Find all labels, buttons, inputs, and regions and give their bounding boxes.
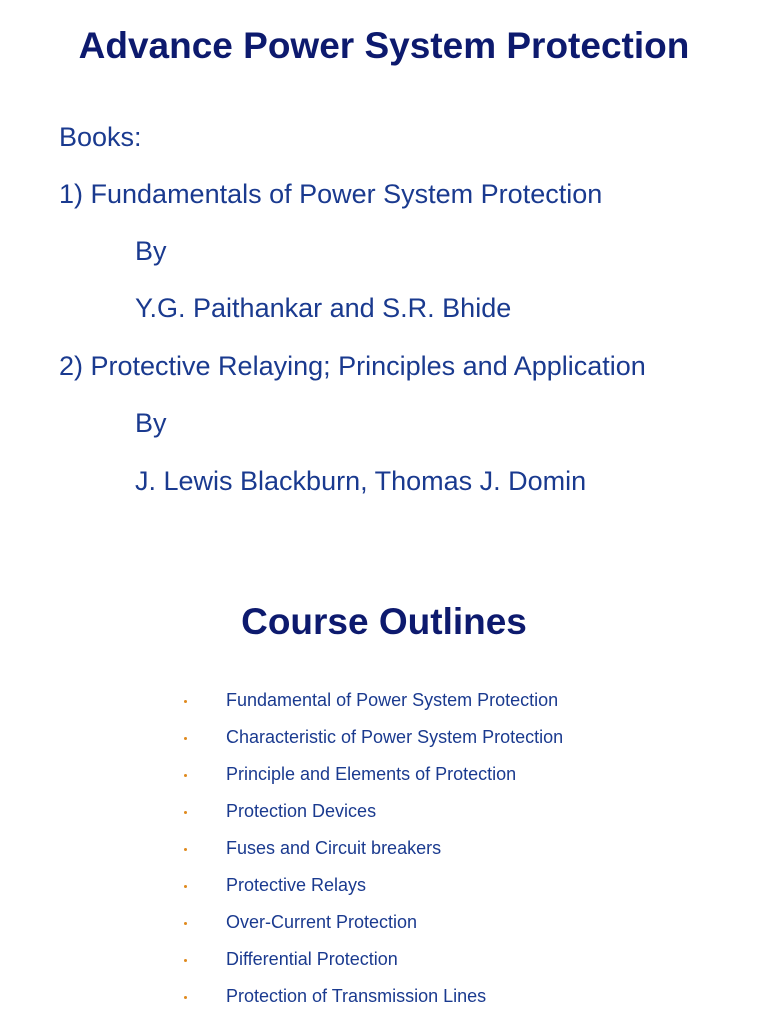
- list-item-label: Protection Devices: [226, 801, 377, 821]
- list-item-label: Fuses and Circuit breakers: [226, 838, 442, 858]
- list-item: [0, 762, 768, 799]
- bullet-icon: [184, 737, 187, 740]
- book-2-authors: J. Lewis Blackburn, Thomas J. Domin: [135, 466, 587, 496]
- bullet-icon: [184, 959, 187, 962]
- bullet-icon: [184, 996, 187, 999]
- list-item-label: Fundamental of Power System Protection: [226, 690, 559, 710]
- list-item-label: Characteristic of Power System Protection: [226, 727, 564, 747]
- list-item: [0, 947, 768, 984]
- list-item: [0, 725, 768, 762]
- bullet-icon: [184, 848, 187, 851]
- bullet-icon: [184, 885, 187, 888]
- list-item: [0, 910, 768, 947]
- list-item: [0, 688, 768, 725]
- list-item-label: Protective Relays: [226, 875, 367, 895]
- bullet-icon: [184, 774, 187, 777]
- list-item-label: Differential Protection: [226, 949, 398, 969]
- list-item: [0, 984, 768, 1021]
- list-item-label: Over-Current Protection: [226, 912, 418, 932]
- page-title: Advance Power System Protection: [78, 25, 690, 66]
- book-1-title: 1) Fundamentals of Power System Protection: [59, 179, 603, 209]
- bullet-icon: [184, 700, 187, 703]
- books-heading: Books:: [59, 122, 142, 152]
- list-item: [0, 799, 768, 836]
- book-1-by: By: [135, 236, 167, 266]
- list-item-label: Protection of Transmission Lines: [226, 986, 487, 1006]
- list-item-label: Principle and Elements of Protection: [226, 764, 517, 784]
- list-item: [0, 873, 768, 910]
- bullet-icon: [184, 811, 187, 814]
- course-outline-list: [0, 688, 768, 1021]
- book-2-title: 2) Protective Relaying; Principles and Application: [59, 351, 646, 381]
- list-item: [0, 836, 768, 873]
- bullet-icon: [184, 922, 187, 925]
- course-outlines-title: Course Outlines: [241, 601, 527, 642]
- book-1-authors: Y.G. Paithankar and S.R. Bhide: [135, 293, 512, 323]
- book-2-by: By: [135, 408, 167, 438]
